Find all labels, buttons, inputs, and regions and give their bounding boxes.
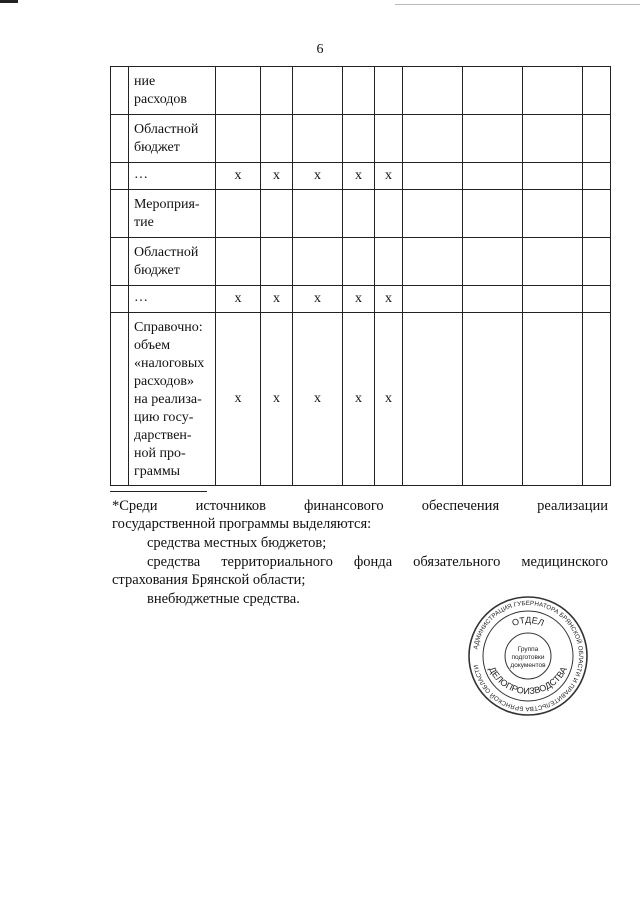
footnote-word: реализации bbox=[537, 498, 608, 514]
empty-cell bbox=[583, 286, 611, 313]
x-mark-cell: x bbox=[293, 163, 343, 190]
x-mark-cell bbox=[343, 238, 375, 286]
table-row bbox=[111, 67, 611, 115]
top-edge-line bbox=[395, 4, 640, 5]
x-mark-cell bbox=[293, 67, 343, 115]
office-seal-stamp bbox=[467, 595, 589, 717]
row-label: Областной бюджет bbox=[111, 115, 216, 163]
footnote-item-fund bbox=[112, 552, 608, 572]
footnote-word: обязательного bbox=[413, 554, 501, 570]
x-mark-cell bbox=[343, 190, 375, 238]
table-row bbox=[111, 163, 611, 190]
empty-cell bbox=[403, 313, 463, 486]
table-row bbox=[111, 190, 611, 238]
top-edge-mark bbox=[0, 0, 18, 3]
x-mark-cell: x bbox=[216, 286, 261, 313]
empty-cell bbox=[463, 190, 523, 238]
row-label: Справочно: объем «налоговых расходов» на реализа- цию госу- дарствен- ной про- граммы bbox=[111, 313, 216, 486]
x-mark-cell: x bbox=[343, 163, 375, 190]
footnote-item-extrabudget: внебюджетные средства. bbox=[147, 591, 300, 607]
svg-text:ОТДЕЛ bbox=[511, 615, 546, 628]
row-label: … bbox=[111, 163, 216, 190]
x-mark-cell: x bbox=[216, 163, 261, 190]
footnote-word: обеспечения bbox=[421, 498, 500, 514]
footnote-word: средства bbox=[147, 554, 201, 570]
x-mark-cell: x bbox=[261, 286, 293, 313]
empty-cell bbox=[403, 115, 463, 163]
empty-cell bbox=[463, 313, 523, 486]
empty-cell bbox=[583, 313, 611, 486]
footnote-item-local-budgets: средства местных бюджетов; bbox=[147, 535, 327, 551]
empty-cell bbox=[523, 286, 583, 313]
x-mark-cell bbox=[293, 190, 343, 238]
empty-cell bbox=[523, 163, 583, 190]
empty-cell bbox=[463, 286, 523, 313]
svg-text:ДЕЛОПРОИЗВОДСТВА bbox=[487, 665, 569, 696]
empty-cell bbox=[583, 67, 611, 115]
table-row bbox=[111, 115, 611, 163]
empty-cell bbox=[523, 238, 583, 286]
seal-ring-text: АДМИНИСТРАЦИЯ ГУБЕРНАТОРА БРЯНСКОЙ ОБЛАСТИ И ПРАВИТЕЛЬСТВА БРЯНСКОЙ ОБЛАСТИ bbox=[472, 599, 585, 713]
x-mark-cell bbox=[261, 115, 293, 163]
table-row bbox=[111, 313, 611, 486]
x-mark-cell: x bbox=[293, 286, 343, 313]
x-mark-cell bbox=[293, 115, 343, 163]
row-label: Областной бюджет bbox=[111, 238, 216, 286]
seal-top-arc-text: ОТДЕЛ bbox=[510, 614, 546, 629]
x-mark-cell bbox=[375, 190, 403, 238]
page-number: 6 bbox=[316, 42, 324, 57]
empty-cell bbox=[403, 238, 463, 286]
footnote-rule bbox=[110, 491, 207, 492]
x-mark-cell bbox=[261, 238, 293, 286]
empty-cell bbox=[463, 115, 523, 163]
footnote-word: источников bbox=[195, 498, 267, 514]
empty-cell bbox=[523, 115, 583, 163]
footnote-line-1 bbox=[112, 496, 608, 516]
footnote-word: медицинского bbox=[521, 554, 609, 570]
x-mark-cell bbox=[375, 67, 403, 115]
footnote-line-2: государственной программы выделяются: bbox=[112, 516, 372, 532]
empty-cell bbox=[583, 190, 611, 238]
x-mark-cell bbox=[216, 190, 261, 238]
x-mark-cell bbox=[375, 238, 403, 286]
row-label: ние расходов bbox=[111, 67, 216, 115]
x-mark-cell bbox=[216, 115, 261, 163]
row-label: Мероприя- тие bbox=[111, 190, 216, 238]
empty-cell bbox=[463, 163, 523, 190]
x-mark-cell: x bbox=[293, 313, 343, 486]
x-mark-cell: x bbox=[261, 313, 293, 486]
x-mark-cell bbox=[216, 67, 261, 115]
x-mark-cell bbox=[261, 190, 293, 238]
x-mark-cell: x bbox=[216, 313, 261, 486]
x-mark-cell bbox=[216, 238, 261, 286]
table-row bbox=[111, 286, 611, 313]
x-mark-cell: x bbox=[375, 163, 403, 190]
empty-cell bbox=[403, 190, 463, 238]
x-mark-cell bbox=[293, 238, 343, 286]
empty-cell bbox=[403, 163, 463, 190]
empty-cell bbox=[523, 190, 583, 238]
footnote-item-fund-cont: страхования Брянской области; bbox=[112, 572, 306, 588]
x-mark-cell bbox=[261, 67, 293, 115]
x-mark-cell: x bbox=[343, 286, 375, 313]
empty-cell bbox=[463, 238, 523, 286]
table-row bbox=[111, 238, 611, 286]
empty-cell bbox=[403, 67, 463, 115]
empty-cell bbox=[523, 313, 583, 486]
x-mark-cell bbox=[343, 67, 375, 115]
x-mark-cell bbox=[343, 115, 375, 163]
x-mark-cell: x bbox=[343, 313, 375, 486]
footnote-word: фонда bbox=[353, 554, 393, 570]
x-mark-cell: x bbox=[375, 313, 403, 486]
budget-table bbox=[110, 66, 611, 486]
x-mark-cell: x bbox=[261, 163, 293, 190]
x-mark-cell: x bbox=[375, 286, 403, 313]
seal-center-line: подготовки bbox=[511, 654, 545, 661]
seal-center-line: Группа bbox=[517, 646, 539, 653]
empty-cell bbox=[463, 67, 523, 115]
footnote-word: финансового bbox=[304, 498, 384, 514]
row-label: … bbox=[111, 286, 216, 313]
footnote-word: территориального bbox=[221, 554, 333, 570]
empty-cell bbox=[583, 163, 611, 190]
empty-cell bbox=[403, 286, 463, 313]
footnote-word: *Среди bbox=[112, 498, 158, 514]
seal-bottom-arc-text: ДЕЛОПРОИЗВОДСТВА bbox=[486, 664, 570, 697]
empty-cell bbox=[523, 67, 583, 115]
seal-center-line: документов bbox=[510, 662, 546, 669]
empty-cell bbox=[583, 115, 611, 163]
x-mark-cell bbox=[375, 115, 403, 163]
empty-cell bbox=[583, 238, 611, 286]
